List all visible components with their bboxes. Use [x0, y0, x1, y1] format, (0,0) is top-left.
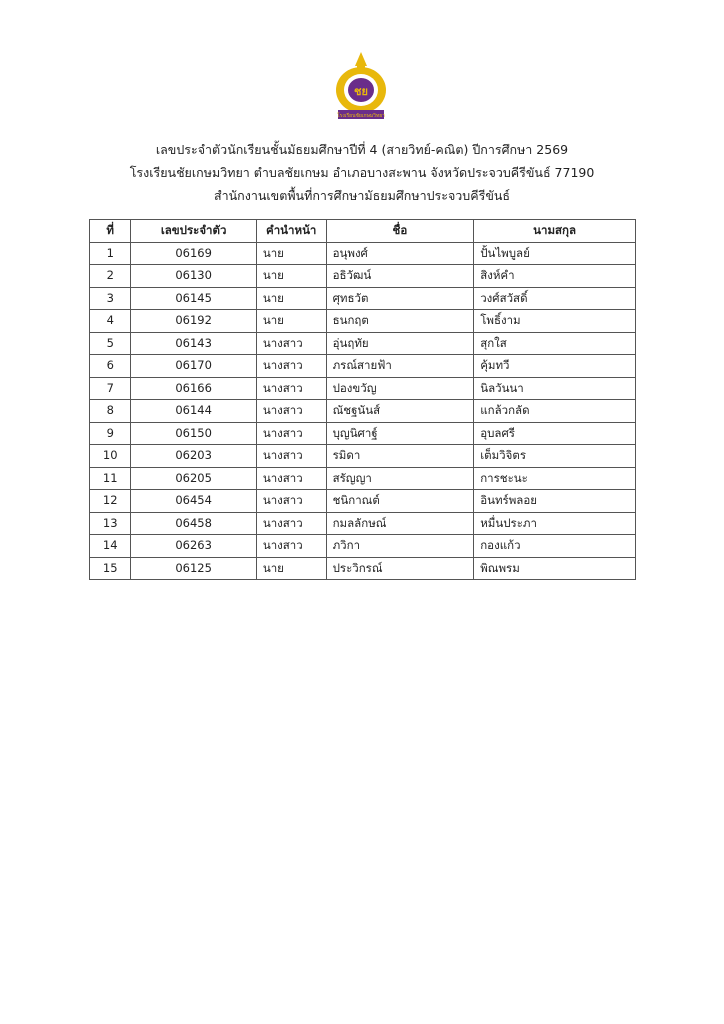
student-id: 06170 [131, 355, 256, 378]
first-name: กมลลักษณ์ [326, 512, 474, 535]
student-id: 06150 [131, 422, 256, 445]
last-name: เต็มวิจิตร [474, 445, 636, 468]
name-prefix: นางสาว [256, 535, 326, 558]
student-id: 06125 [131, 557, 256, 580]
name-prefix: นางสาว [256, 400, 326, 423]
education-office: สำนักงานเขตพื้นที่การศึกษามัธยมศึกษาประจวบคีรีขันธ์ [213, 188, 511, 203]
table-row [90, 535, 636, 558]
last-name: ปั้นไพบูลย์ [474, 242, 636, 265]
column-header-prefix: คำนำหน้า [256, 220, 326, 243]
table-row [90, 332, 636, 355]
row-number: 7 [90, 377, 131, 400]
table-row [90, 377, 636, 400]
table-row [90, 265, 636, 288]
first-name: สรัญญา [326, 467, 474, 490]
last-name: อินทร์พลอย [474, 490, 636, 513]
last-name: สิงห์คำ [474, 265, 636, 288]
first-name: ภวิกา [326, 535, 474, 558]
name-prefix: นาย [256, 287, 326, 310]
name-prefix: นางสาว [256, 332, 326, 355]
last-name: นิลวันนา [474, 377, 636, 400]
last-name: โพธิ์งาม [474, 310, 636, 333]
student-id: 06205 [131, 467, 256, 490]
first-name: อุ่นฤทัย [326, 332, 474, 355]
first-name: อนุพงศ์ [326, 242, 474, 265]
table-row [90, 445, 636, 468]
first-name: รมิดา [326, 445, 474, 468]
school-emblem-logo [326, 50, 396, 122]
name-prefix: นางสาว [256, 377, 326, 400]
table-row [90, 467, 636, 490]
last-name: คุ้มทวี [474, 355, 636, 378]
school-address: โรงเรียนชัยเกษมวิทยา ตำบลชัยเกษม อำเภอบางสะพาน จังหวัดประจวบคีรีขันธ์ 77190 [129, 165, 595, 180]
first-name: ธนกฤต [326, 310, 474, 333]
name-prefix: นาย [256, 265, 326, 288]
row-number: 5 [90, 332, 131, 355]
student-id: 06454 [131, 490, 256, 513]
row-number: 8 [90, 400, 131, 423]
student-id: 06144 [131, 400, 256, 423]
logo-initials: ชย [354, 85, 368, 98]
column-header-last-name: นามสกุล [474, 220, 636, 243]
last-name: อุบลศรี [474, 422, 636, 445]
table-row [90, 355, 636, 378]
column-header-student-id: เลขประจำตัว [131, 220, 256, 243]
name-prefix: นางสาว [256, 422, 326, 445]
first-name: ชนิกาณต์ [326, 490, 474, 513]
row-number: 1 [90, 242, 131, 265]
logo-caption: โรงเรียนชัยเกษมวิทยา [336, 113, 386, 119]
first-name: บุญนิศาฐ์ [326, 422, 474, 445]
row-number: 14 [90, 535, 131, 558]
table-row [90, 422, 636, 445]
name-prefix: นางสาว [256, 445, 326, 468]
first-name: ประวิกรณ์ [326, 557, 474, 580]
first-name: ณัชฐนันส์ [326, 400, 474, 423]
last-name: สุกใส [474, 332, 636, 355]
row-number: 6 [90, 355, 131, 378]
student-id: 06166 [131, 377, 256, 400]
last-name: แกล้วกลัด [474, 400, 636, 423]
student-id: 06130 [131, 265, 256, 288]
student-id: 06458 [131, 512, 256, 535]
student-id: 06169 [131, 242, 256, 265]
name-prefix: นางสาว [256, 512, 326, 535]
name-prefix: นาย [256, 310, 326, 333]
column-header-first-name: ชื่อ [326, 220, 474, 243]
first-name: ปองขวัญ [326, 377, 474, 400]
table-row [90, 287, 636, 310]
row-number: 9 [90, 422, 131, 445]
first-name: ภรณ์สายฟ้า [326, 355, 474, 378]
last-name: กองแก้ว [474, 535, 636, 558]
name-prefix: นางสาว [256, 355, 326, 378]
row-number: 10 [90, 445, 131, 468]
table-row [90, 512, 636, 535]
last-name: พิณพรม [474, 557, 636, 580]
student-id: 06192 [131, 310, 256, 333]
first-name: ศุทธวัต [326, 287, 474, 310]
student-id: 06203 [131, 445, 256, 468]
last-name: การชะนะ [474, 467, 636, 490]
row-number: 2 [90, 265, 131, 288]
row-number: 13 [90, 512, 131, 535]
student-id: 06145 [131, 287, 256, 310]
name-prefix: นางสาว [256, 467, 326, 490]
table-row [90, 242, 636, 265]
student-roster-table [89, 219, 636, 580]
table-row [90, 490, 636, 513]
row-number: 4 [90, 310, 131, 333]
table-row [90, 400, 636, 423]
name-prefix: นาย [256, 242, 326, 265]
row-number: 12 [90, 490, 131, 513]
first-name: อธิวัฒน์ [326, 265, 474, 288]
document-title: เลขประจำตัวนักเรียนชั้นมัธยมศึกษาปีที่ 4 (สายวิทย์-คณิต) ปีการศึกษา 2569 [155, 142, 569, 157]
name-prefix: นาย [256, 557, 326, 580]
student-id: 06143 [131, 332, 256, 355]
last-name: วงศ์สวัสดิ์ [474, 287, 636, 310]
row-number: 15 [90, 557, 131, 580]
student-id: 06263 [131, 535, 256, 558]
row-number: 3 [90, 287, 131, 310]
column-header-number: ที่ [90, 220, 131, 243]
table-header-row [90, 220, 636, 243]
table-body [90, 242, 636, 580]
name-prefix: นางสาว [256, 490, 326, 513]
row-number: 11 [90, 467, 131, 490]
table-row [90, 557, 636, 580]
table-row [90, 310, 636, 333]
last-name: หมื่นประภา [474, 512, 636, 535]
